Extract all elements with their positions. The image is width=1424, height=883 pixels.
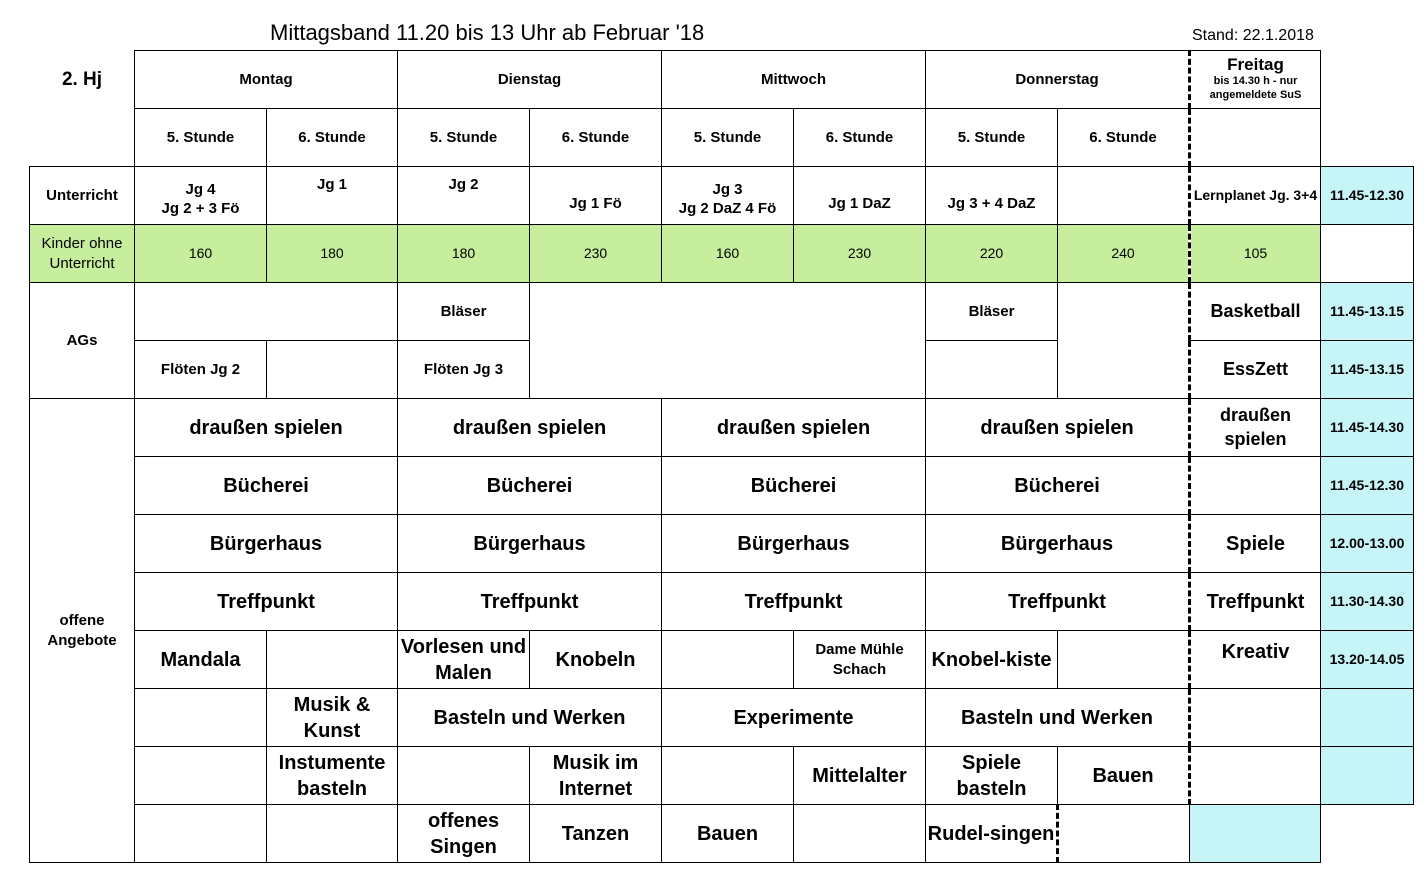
ag-blaeser-do: Bläser	[926, 283, 1058, 341]
ag-floeten-jg2: Flöten Jg 2	[135, 341, 267, 399]
vorlesen-di: Vorlesen und Malen	[398, 631, 530, 689]
draussen-mi: draußen spielen	[662, 399, 926, 457]
treffpunkt-mo: Treffpunkt	[135, 573, 398, 631]
period-do-6: 6. Stunde	[1058, 109, 1190, 167]
rudelsingen-do: Rudel-singen	[926, 805, 1058, 863]
buecherei-do: Bücherei	[926, 457, 1190, 515]
day-mittwoch: Mittwoch	[662, 51, 926, 109]
period-di-5: 5. Stunde	[398, 109, 530, 167]
kinder-row	[30, 225, 1414, 283]
period-mo-5: 5. Stunde	[135, 109, 267, 167]
draussen-do: draußen spielen	[926, 399, 1190, 457]
ag-esszett: EssZett	[1190, 341, 1321, 399]
unterricht-di-6: Jg 1 Fö	[530, 167, 662, 225]
unterricht-do-6	[1058, 167, 1190, 225]
unterricht-do-5: Jg 3 + 4 DaZ	[926, 167, 1058, 225]
buergerhaus-do: Bürgerhaus	[926, 515, 1190, 573]
buecherei-di: Bücherei	[398, 457, 662, 515]
offene-row-buergerhaus	[30, 515, 1414, 573]
ags-row-1	[30, 283, 1414, 341]
musik-internet-di: Musik im Internet	[530, 747, 662, 805]
unterricht-mo-5: Jg 4 Jg 2 + 3 Fö	[135, 167, 267, 225]
unterricht-mi-6: Jg 1 DaZ	[794, 167, 926, 225]
row-label-ags: AGs	[30, 283, 135, 399]
kinder-do-6: 240	[1058, 225, 1190, 283]
row-label-offene: offene Angebote	[30, 399, 135, 863]
dame-muehle-schach-mi: Dame Mühle Schach	[794, 631, 926, 689]
unterricht-row	[30, 167, 1414, 225]
ag-blaeser-di: Bläser	[398, 283, 530, 341]
period-mi-5: 5. Stunde	[662, 109, 794, 167]
offene-row-treffpunkt	[30, 573, 1414, 631]
basteln-werken-do: Basteln und Werken	[926, 689, 1190, 747]
kreativ-time: 13.20-14.05	[1321, 631, 1414, 689]
musik-kunst-mo: Musik & Kunst	[267, 689, 398, 747]
freitag-note: bis 14.30 h - nur angemeldete SuS	[1209, 75, 1302, 101]
kinder-fr: 105	[1190, 225, 1321, 283]
period-do-5: 5. Stunde	[926, 109, 1058, 167]
treffpunkt-time: 11.30-14.30	[1321, 573, 1414, 631]
buecherei-time: 11.45-12.30	[1321, 457, 1414, 515]
tanzen-mi: Tanzen	[530, 805, 662, 863]
period-header-row	[30, 109, 1414, 167]
row-label-unterricht: Unterricht	[30, 167, 135, 225]
kinder-mo-5: 160	[135, 225, 267, 283]
instrumente-basteln-mo: Instumente basteln	[267, 747, 398, 805]
day-header-row	[30, 51, 1414, 109]
ag-time-2: 11.45-13.15	[1321, 341, 1414, 399]
mandala-mo: Mandala	[135, 631, 267, 689]
period-mo-6: 6. Stunde	[267, 109, 398, 167]
experimente-mi: Experimente	[662, 689, 926, 747]
unterricht-mo-6: Jg 1	[267, 167, 398, 225]
draussen-di: draußen spielen	[398, 399, 662, 457]
page-title: Mittagsband 11.20 bis 13 Uhr ab Februar '18	[270, 20, 705, 45]
kinder-mi-5: 160	[662, 225, 794, 283]
offene-row-instrumente	[30, 747, 1414, 805]
kreativ-fr: Kreativ	[1190, 631, 1321, 689]
kinder-mi-6: 230	[794, 225, 926, 283]
ag-basketball: Basketball	[1190, 283, 1321, 341]
day-freitag-cell	[1190, 51, 1321, 109]
period-di-6: 6. Stunde	[530, 109, 662, 167]
bauen-mi: Bauen	[662, 805, 794, 863]
offene-row-draussen	[30, 399, 1414, 457]
buecherei-mo: Bücherei	[135, 457, 398, 515]
knobeln-di: Knobeln	[530, 631, 662, 689]
buecherei-mi: Bücherei	[662, 457, 926, 515]
corner-cell	[30, 51, 135, 109]
schedule-table	[29, 50, 1414, 863]
kinder-di-6: 230	[530, 225, 662, 283]
row-label-kinder: Kinder ohne Unterricht	[30, 225, 135, 283]
day-dienstag: Dienstag	[398, 51, 662, 109]
buergerhaus-di: Bürgerhaus	[398, 515, 662, 573]
kinder-mo-6: 180	[267, 225, 398, 283]
knobelkiste-do: Knobel-kiste	[926, 631, 1058, 689]
period-mi-6: 6. Stunde	[794, 109, 926, 167]
stand-date: Stand: 22.1.2018	[1192, 27, 1314, 44]
basteln-werken-di: Basteln und Werken	[398, 689, 662, 747]
spiele-basteln-do: Spiele basteln	[926, 747, 1058, 805]
draussen-time: 11.45-14.30	[1321, 399, 1414, 457]
buergerhaus-time: 12.00-13.00	[1321, 515, 1414, 573]
draussen-mo: draußen spielen	[135, 399, 398, 457]
treffpunkt-fr: Treffpunkt	[1190, 573, 1321, 631]
treffpunkt-di: Treffpunkt	[398, 573, 662, 631]
buergerhaus-mo: Bürgerhaus	[135, 515, 398, 573]
spiele-fr: Spiele	[1190, 515, 1321, 573]
day-donnerstag: Donnerstag	[926, 51, 1190, 109]
ag-floeten-jg3: Flöten Jg 3	[398, 341, 530, 399]
unterricht-time: 11.45-12.30	[1321, 167, 1414, 225]
offene-row-mandala	[30, 631, 1414, 689]
day-freitag: Freitag	[1227, 55, 1284, 75]
offenes-singen-di: offenes Singen	[398, 805, 530, 863]
bauen-do: Bauen	[1058, 747, 1190, 805]
kinder-di-5: 180	[398, 225, 530, 283]
buergerhaus-mi: Bürgerhaus	[662, 515, 926, 573]
unterricht-fr: Lernplanet Jg. 3+4	[1190, 167, 1321, 225]
kinder-do-5: 220	[926, 225, 1058, 283]
treffpunkt-do: Treffpunkt	[926, 573, 1190, 631]
offene-row-buecherei	[30, 457, 1414, 515]
ag-time-1: 11.45-13.15	[1321, 283, 1414, 341]
unterricht-di-5: Jg 2	[398, 167, 530, 225]
offene-row-musik	[30, 689, 1414, 747]
mittelalter-mi: Mittelalter	[794, 747, 926, 805]
day-montag: Montag	[135, 51, 398, 109]
unterricht-mi-5: Jg 3 Jg 2 DaZ 4 Fö	[662, 167, 794, 225]
draussen-fr: draußen spielen	[1190, 399, 1321, 457]
half-year-label: 2. Hj	[61, 69, 103, 90]
offene-row-singen	[30, 805, 1414, 863]
treffpunkt-mi: Treffpunkt	[662, 573, 926, 631]
